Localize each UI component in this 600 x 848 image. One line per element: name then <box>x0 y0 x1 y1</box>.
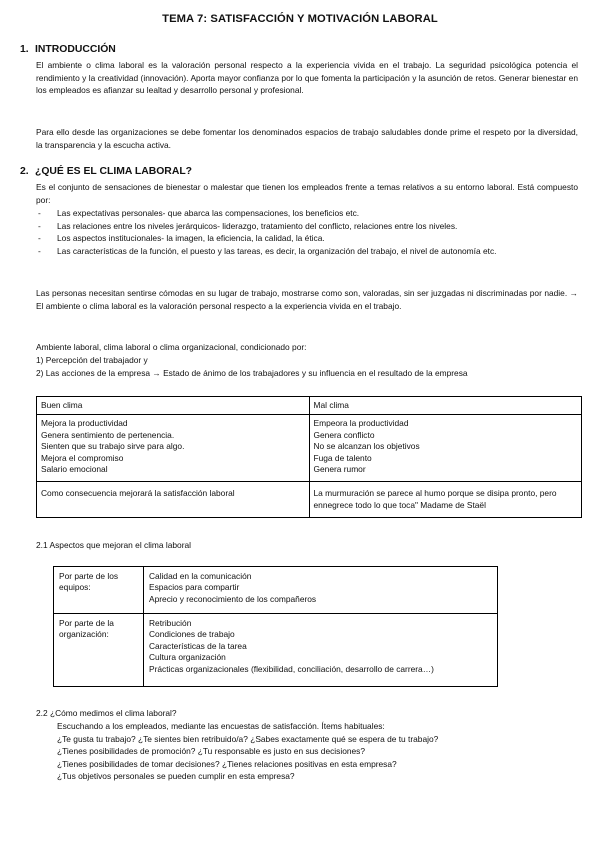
list-item: - Las expectativas personales- que abarca las compensaciones, los beneficios etc. <box>36 207 581 220</box>
good-item: Mejora la productividad <box>41 418 128 429</box>
aspect-item: Espacios para compartir <box>149 582 240 593</box>
good-item: Salario emocional <box>41 464 108 475</box>
section-1-title: INTRODUCCIÓN <box>35 44 116 55</box>
clima-comparison-table <box>36 396 582 518</box>
good-result-cell: Como consecuencia mejorará la satisfacción laboral <box>37 482 310 518</box>
teams-items <box>144 567 498 614</box>
bad-item: Genera conflicto <box>313 429 375 440</box>
survey-line: ¿Tus objetivos personales se pueden cumplir en esta empresa? <box>57 771 295 782</box>
table-row <box>37 482 582 518</box>
survey-line: Escuchando a los empleados, mediante las encuestas de satisfacción. Ítems habituales: <box>57 721 385 731</box>
aspect-item: Prácticas organizacionales (flexibilidad, conciliación, desarrollo de carrera…) <box>149 663 434 674</box>
aspect-item: Condiciones de trabajo <box>149 629 235 640</box>
aspect-item: Calidad en la comunicación <box>149 571 252 581</box>
subsection-2-2-heading: 2.2 ¿Cómo medimos el clima laboral? <box>36 708 177 718</box>
clima-components-list <box>36 207 581 257</box>
section-1-heading <box>20 44 116 57</box>
list-item: - Los aspectos institucionales- la imagen, la eficiencia, la calidad, la ética. <box>36 232 581 245</box>
section-2-title: ¿QUÉ ES EL CLIMA LABORAL? <box>35 166 193 177</box>
ambiente-line-2: 1) Percepción del trabajador y <box>36 355 148 365</box>
bad-climate-cell <box>309 415 582 482</box>
survey-line: ¿Te gusta tu trabajo? ¿Te sientes bien retribuido/a? ¿Sabes exactamente qué se espera de tu trabajo? <box>57 733 439 744</box>
organization-items <box>144 614 498 687</box>
aspect-item: Cultura organización <box>149 652 226 663</box>
table-row <box>37 397 582 415</box>
good-item: Genera sentimiento de pertenencia. <box>41 429 175 440</box>
intro-paragraph-2: Para ello desde las organizaciones se debe fomentar los denominados espacios de trabajo saludables donde prime el respeto por la diversidad, la transparencia y la escucha activa. <box>36 127 578 150</box>
aspects-table <box>53 566 498 687</box>
ambiente-line-1: Ambiente laboral, clima laboral o clima organizacional, condicionado por: <box>36 342 307 352</box>
ambiente-line-3: 2) Las acciones de la empresa → Estado de ánimo de los trabajadores y su influencia en el resultado de la empresa <box>36 368 468 378</box>
bad-result-cell: La murmuración se parece al humo porque se disipa pronto, pero ennegrece todo lo que toca" Madame de Staël <box>309 482 582 518</box>
survey-line: ¿Tienes posibilidades de tomar decisiones? ¿Tienes relaciones positivas en esta empresa? <box>57 758 397 769</box>
bad-item: No se alcanzan los objetivos <box>313 441 420 452</box>
table-row <box>54 567 498 614</box>
survey-items <box>57 720 587 783</box>
bad-item: Empeora la productividad <box>313 418 409 429</box>
intro-paragraph-1: El ambiente o clima laboral es la valoración personal respecto a la experiencia vivida en el trabajo. La seguridad psicológica potencia el rendimiento y la creatividad (innovación). Aporta mayor confianza por lo que fomenta la participación y la asunción de retos. Generar bienestar en los empleados es afianzar su lealtad y desarrollo personal y profesional. <box>36 60 578 96</box>
aspect-item: Retribución <box>149 618 192 628</box>
comfort-paragraph: Las personas necesitan sentirse cómodas en su lugar de trabajo, mostrarse como son, valoradas, sin ser juzgadas ni discriminadas por nadie. → El ambiente o clima laboral es la valoración personal respecto a la experiencia vivida en el trabajo. <box>36 288 578 311</box>
list-item: - Las características de la función, el puesto y las tareas, es decir, la organización del trabajo, el nivel de autonomía etc. <box>36 245 581 258</box>
list-item: - Las relaciones entre los niveles jerárquicos- liderazgo, tratamiento del conflicto, relaciones entre los niveles. <box>36 220 581 233</box>
good-item: Sienten que su trabajo sirve para algo. <box>41 441 185 452</box>
table-header-bad: Mal clima <box>309 397 582 415</box>
table-row <box>37 415 582 482</box>
subsection-2-1-heading: 2.1 Aspectos que mejoran el clima laboral <box>36 540 192 550</box>
bad-item: Fuga de talento <box>313 452 372 463</box>
section-2-number: 2. <box>20 166 29 177</box>
teams-label: Por parte de los equipos: <box>54 567 144 614</box>
section-2-heading <box>20 166 192 179</box>
clima-definition: Es el conjunto de sensaciones de bienestar o malestar que tienen los empleados frente a temas relativos a su entorno laboral. Está compuesto por: <box>36 182 578 205</box>
survey-line: ¿Tienes posibilidades de promoción? ¿Tu responsable es justo en sus decisiones? <box>57 746 366 757</box>
good-climate-cell <box>37 415 310 482</box>
bad-item: Genera rumor <box>313 464 366 475</box>
table-header-good: Buen clima <box>37 397 310 415</box>
aspect-item: Características de la tarea <box>149 640 247 651</box>
section-1-number: 1. <box>20 44 29 55</box>
aspect-item: Aprecio y reconocimiento de los compañeros <box>149 593 317 604</box>
organization-label: Por parte de la organización: <box>54 614 144 687</box>
document-title: TEMA 7: SATISFACCIÓN Y MOTIVACIÓN LABORAL <box>162 13 438 25</box>
good-item: Mejora el compromiso <box>41 452 124 463</box>
table-row <box>54 614 498 687</box>
